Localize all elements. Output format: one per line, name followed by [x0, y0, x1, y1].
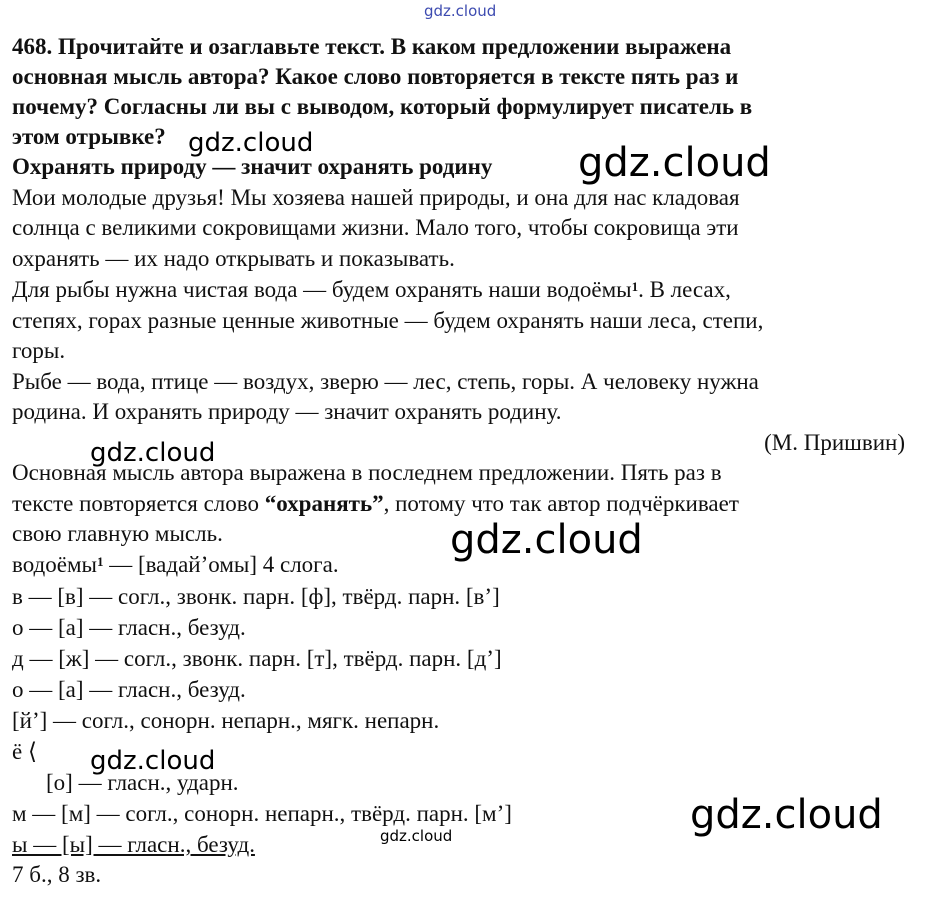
text-segment: . В лесах,	[638, 277, 731, 302]
analysis-row: [й’] — согл., сонорн. непарн., мягк. непарн.	[12, 708, 440, 733]
text-segment: , потому что так автор подчёркивает	[383, 491, 739, 516]
watermark: gdz.cloud	[188, 128, 314, 158]
footnote-mark: 1	[96, 554, 104, 569]
watermark: gdz.cloud	[90, 746, 216, 776]
analysis-summary: 7 б., 8 зв.	[12, 862, 102, 887]
watermark: gdz.cloud	[578, 140, 771, 186]
text-line: горы.	[12, 338, 66, 363]
analysis-row: о — [а] — гласн., безуд.	[12, 677, 246, 702]
answer-line: свою главную мысль.	[12, 521, 223, 546]
task-line-4: этом отрывке?	[12, 124, 166, 149]
author-signature: (М. Пришвин)	[764, 430, 905, 455]
analysis-row: в — [в] — согл., звонк. парн. [ф], твёрд. парн. [в’]	[12, 584, 500, 609]
text-line: Мои молодые друзья! Мы хозяева нашей природы, и она для нас кладовая	[12, 185, 740, 210]
analysis-row: ы — [ы] — гласн., безуд.	[12, 832, 255, 857]
text-segment: Для рыбы нужна чистая вода — будем охранять наши водоёмы	[12, 277, 632, 302]
task-line-1: 468. Прочитайте и озаглавьте текст. В каком предложении выражена	[12, 34, 732, 59]
text-line: Рыбе — вода, птице — воздух, зверю — лес, степь, горы. А человеку нужна	[12, 369, 759, 394]
text-line: родина. И охранять природу — значит охранять родину.	[12, 399, 562, 424]
text-line: охранять — их надо открывать и показывать.	[12, 246, 455, 271]
analysis-row: д — [ж] — согл., звонк. парн. [т], твёрд. парн. [д’]	[12, 646, 502, 671]
analysis-word: водоёмы	[12, 552, 97, 577]
watermark: gdz.cloud	[690, 792, 883, 838]
answer-line: Основная мысль автора выражена в последнем предложении. Пять раз в	[12, 460, 722, 485]
text-line	[12, 275, 731, 305]
watermark: gdz.cloud	[380, 827, 453, 845]
watermark: gdz.cloud	[90, 438, 216, 468]
highlighted-word: “охранять”	[264, 491, 384, 516]
task-line-3: почему? Согласны ли вы с выводом, который формулирует писатель в	[12, 94, 753, 119]
watermark: gdz.cloud	[450, 517, 643, 563]
analysis-row: о — [а] — гласн., безуд.	[12, 615, 246, 640]
analysis-row: м — [м] — согл., сонорн. непарн., твёрд. парн. [м’]	[12, 801, 512, 826]
analysis-word-line	[12, 550, 339, 580]
answer-line	[12, 489, 739, 519]
analysis-row: ё ⟨	[12, 739, 37, 764]
footnote-mark: 1	[631, 279, 639, 294]
watermark-top: gdz.cloud	[424, 2, 497, 20]
transcription: — [вадай’омы] 4 слога.	[103, 552, 339, 577]
text-line: степях, горах разные ценные животные — будем охранять наши леса, степи,	[12, 308, 764, 333]
task-line-2: основная мысль автора? Какое слово повторяется в тексте пять раз и	[12, 64, 739, 89]
text-segment: тексте повторяется слово	[12, 491, 265, 516]
analysis-row: [о] — гласн., ударн.	[46, 770, 239, 795]
text-title: Охранять природу — значит охранять родину	[12, 154, 493, 179]
text-line: солнца с великими сокровищами жизни. Мало того, чтобы сокровища эти	[12, 215, 739, 240]
